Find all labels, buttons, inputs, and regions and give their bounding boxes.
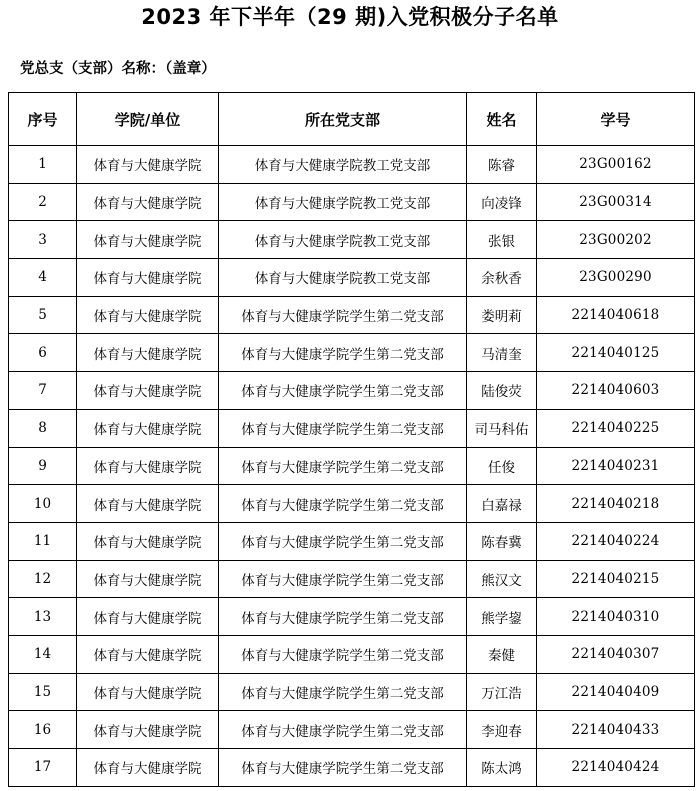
cell-branch: 体育与大健康学院教工党支部 [219, 183, 467, 221]
table-row [9, 259, 695, 297]
cell-branch: 体育与大健康学院学生第二党支部 [219, 711, 467, 749]
cell-name: 熊学鋆 [467, 598, 537, 636]
cell-name: 万江浩 [467, 673, 537, 711]
cell-college: 体育与大健康学院 [77, 409, 219, 447]
table-row [9, 598, 695, 636]
cell-index: 3 [9, 221, 77, 259]
cell-name: 李迎春 [467, 711, 537, 749]
cell-index: 17 [9, 749, 77, 787]
table-row [9, 146, 695, 184]
cell-branch: 体育与大健康学院学生第二党支部 [219, 409, 467, 447]
cell-branch: 体育与大健康学院教工党支部 [219, 146, 467, 184]
table-header-row [9, 93, 695, 146]
cell-index: 2 [9, 183, 77, 221]
cell-name: 熊汉文 [467, 560, 537, 598]
header-index: 序号 [9, 93, 77, 146]
cell-index: 10 [9, 485, 77, 523]
cell-college: 体育与大健康学院 [77, 711, 219, 749]
cell-student-id: 23G00314 [537, 183, 695, 221]
cell-name: 白嘉禄 [467, 485, 537, 523]
cell-name: 陈春冀 [467, 522, 537, 560]
cell-name: 陈太鸿 [467, 749, 537, 787]
table-row [9, 711, 695, 749]
cell-branch: 体育与大健康学院学生第二党支部 [219, 673, 467, 711]
cell-student-id: 2214040231 [537, 447, 695, 485]
cell-name: 娄明莉 [467, 296, 537, 334]
table-row [9, 409, 695, 447]
page-title: 2023 年下半年（29 期)入党积极分子名单 [141, 5, 559, 29]
table-row [9, 221, 695, 259]
cell-college: 体育与大健康学院 [77, 560, 219, 598]
cell-branch: 体育与大健康学院学生第二党支部 [219, 522, 467, 560]
cell-college: 体育与大健康学院 [77, 673, 219, 711]
cell-branch: 体育与大健康学院学生第二党支部 [219, 447, 467, 485]
table-row [9, 334, 695, 372]
table-row [9, 560, 695, 598]
cell-name: 陆俊荧 [467, 372, 537, 410]
cell-branch: 体育与大健康学院学生第二党支部 [219, 296, 467, 334]
cell-name: 向凌锋 [467, 183, 537, 221]
cell-student-id: 2214040424 [537, 749, 695, 787]
cell-index: 13 [9, 598, 77, 636]
cell-branch: 体育与大健康学院学生第二党支部 [219, 598, 467, 636]
cell-college: 体育与大健康学院 [77, 598, 219, 636]
header-name: 姓名 [467, 93, 537, 146]
table-row [9, 296, 695, 334]
cell-name: 马清奎 [467, 334, 537, 372]
cell-branch: 体育与大健康学院学生第二党支部 [219, 372, 467, 410]
cell-college: 体育与大健康学院 [77, 334, 219, 372]
cell-student-id: 2214040307 [537, 635, 695, 673]
cell-student-id: 2214040618 [537, 296, 695, 334]
cell-index: 9 [9, 447, 77, 485]
cell-branch: 体育与大健康学院学生第二党支部 [219, 560, 467, 598]
cell-branch: 体育与大健康学院学生第二党支部 [219, 334, 467, 372]
cell-college: 体育与大健康学院 [77, 259, 219, 297]
cell-name: 秦健 [467, 635, 537, 673]
table-row [9, 447, 695, 485]
cell-college: 体育与大健康学院 [77, 447, 219, 485]
cell-college: 体育与大健康学院 [77, 296, 219, 334]
cell-branch: 体育与大健康学院教工党支部 [219, 259, 467, 297]
cell-college: 体育与大健康学院 [77, 522, 219, 560]
cell-branch: 体育与大健康学院教工党支部 [219, 221, 467, 259]
roster-body [9, 146, 695, 787]
cell-index: 14 [9, 635, 77, 673]
table-row [9, 749, 695, 787]
cell-student-id: 2214040603 [537, 372, 695, 410]
cell-college: 体育与大健康学院 [77, 749, 219, 787]
cell-student-id: 23G00290 [537, 259, 695, 297]
cell-student-id: 2214040125 [537, 334, 695, 372]
cell-student-id: 2214040215 [537, 560, 695, 598]
cell-student-id: 2214040218 [537, 485, 695, 523]
cell-index: 8 [9, 409, 77, 447]
table-row [9, 372, 695, 410]
cell-college: 体育与大健康学院 [77, 372, 219, 410]
cell-college: 体育与大健康学院 [77, 635, 219, 673]
cell-student-id: 2214040433 [537, 711, 695, 749]
cell-index: 15 [9, 673, 77, 711]
table-row [9, 522, 695, 560]
cell-college: 体育与大健康学院 [77, 146, 219, 184]
cell-name: 司马科佑 [467, 409, 537, 447]
cell-index: 12 [9, 560, 77, 598]
header-branch: 所在党支部 [219, 93, 467, 146]
cell-name: 陈睿 [467, 146, 537, 184]
cell-index: 6 [9, 334, 77, 372]
cell-index: 1 [9, 146, 77, 184]
cell-student-id: 23G00162 [537, 146, 695, 184]
cell-name: 余秋香 [467, 259, 537, 297]
cell-student-id: 2214040225 [537, 409, 695, 447]
cell-index: 11 [9, 522, 77, 560]
cell-index: 5 [9, 296, 77, 334]
cell-student-id: 2214040310 [537, 598, 695, 636]
header-college: 学院/单位 [77, 93, 219, 146]
cell-index: 16 [9, 711, 77, 749]
cell-college: 体育与大健康学院 [77, 221, 219, 259]
branch-name-label: 党总支（支部）名称：（盖章） [20, 61, 216, 77]
cell-student-id: 2214040409 [537, 673, 695, 711]
cell-student-id: 23G00202 [537, 221, 695, 259]
table-row [9, 485, 695, 523]
table-row [9, 635, 695, 673]
cell-index: 4 [9, 259, 77, 297]
table-row [9, 183, 695, 221]
table-row [9, 673, 695, 711]
cell-branch: 体育与大健康学院学生第二党支部 [219, 485, 467, 523]
roster-table [8, 92, 695, 787]
cell-college: 体育与大健康学院 [77, 485, 219, 523]
cell-student-id: 2214040224 [537, 522, 695, 560]
cell-branch: 体育与大健康学院学生第二党支部 [219, 635, 467, 673]
cell-name: 任俊 [467, 447, 537, 485]
header-student-id: 学号 [537, 93, 695, 146]
cell-college: 体育与大健康学院 [77, 183, 219, 221]
cell-name: 张银 [467, 221, 537, 259]
cell-index: 7 [9, 372, 77, 410]
cell-branch: 体育与大健康学院学生第二党支部 [219, 749, 467, 787]
